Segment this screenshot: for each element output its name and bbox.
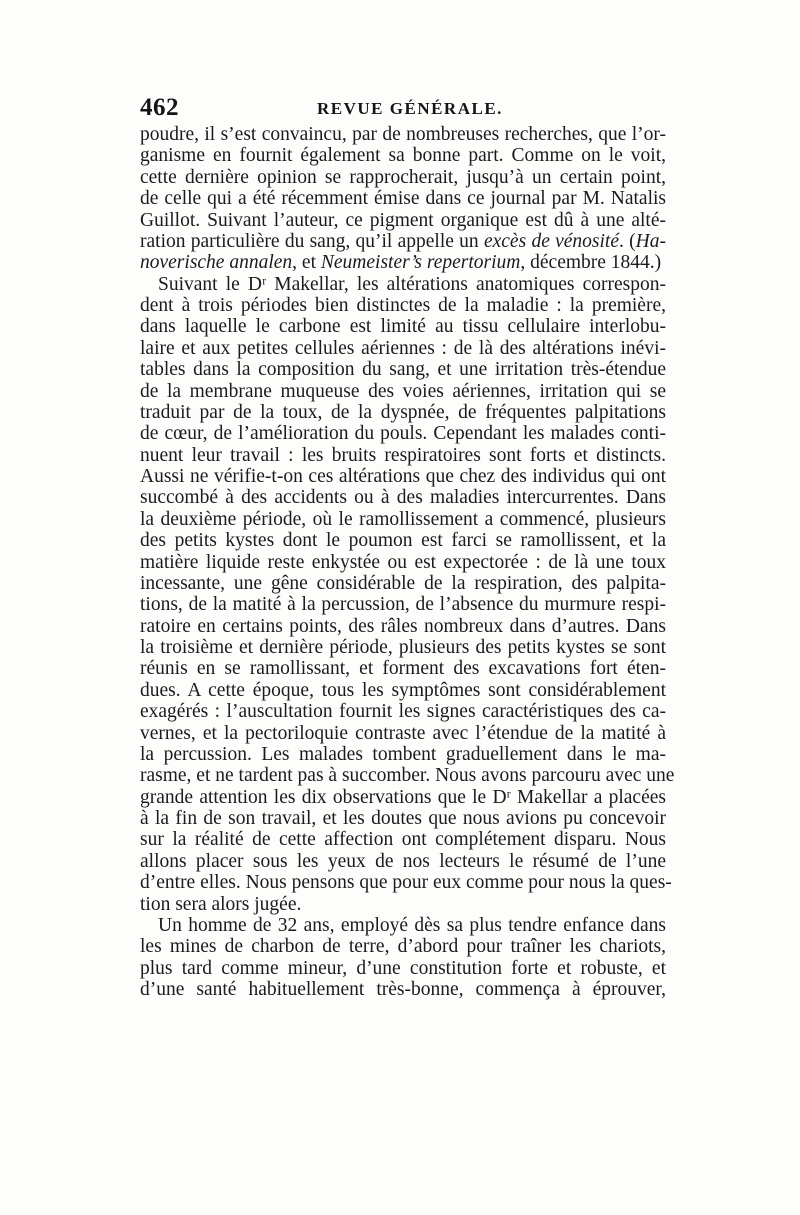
- text-line: tion sera alors jugée.: [140, 893, 302, 915]
- text-line: la deuxième période, où le ramollissement a commencé, plusieurs: [140, 508, 666, 530]
- text-line: matière liquide reste enkystée ou est expectorée : de là une toux: [140, 551, 666, 573]
- text-line: incessante, une gêne considérable de la respiration, des palpita-: [140, 572, 666, 594]
- text-line: la percussion. Les malades tombent graduellement dans le ma-: [140, 743, 666, 765]
- text-line: d’une santé habituellement très-bonne, commença à éprouver,: [140, 979, 666, 1000]
- text-line: poudre, il s’est convaincu, par de nombreuses recherches, que l’or-: [140, 124, 666, 145]
- text-line: allons placer sous les yeux de nos lecteurs le résumé de l’une: [140, 850, 666, 872]
- text-line: traduit par de la toux, de la dyspnée, de fréquentes palpitations: [140, 401, 666, 423]
- text-line: ration particulière du sang, qu’il appelle un excès de vénosité. (Ha-: [140, 230, 666, 252]
- page-header: [140, 94, 666, 128]
- text-line: de la membrane muqueuse des voies aériennes, irritation qui se: [140, 380, 666, 402]
- body-text: [140, 124, 675, 1000]
- text-line: dans laquelle le carbone est limité au tissu cellulaire interlobu-: [140, 316, 666, 338]
- italic-phrase: noverische annalen: [140, 252, 293, 274]
- running-head: REVUE GÉNÉRALE.: [317, 99, 503, 118]
- text-line: Guillot. Suivant l’auteur, ce pigment organique est dû à une alté-: [140, 209, 666, 231]
- text-line: ganisme en fournit également sa bonne part. Comme on le voit,: [140, 145, 666, 167]
- text-line: vernes, et la pectoriloquie contraste avec l’étendue de la matité à: [140, 722, 666, 744]
- text-line: les mines de charbon de terre, d’abord pour traîner les chariots,: [140, 936, 666, 958]
- paragraph-start: Suivant le Dʳ Makellar, les altérations anatomiques correspon-: [158, 273, 666, 295]
- text-line: cette dernière opinion se rapprocherait, jusqu’à un certain point,: [140, 166, 666, 188]
- text-line: de cœur, de l’amélioration du pouls. Cependant les malades conti-: [140, 423, 666, 445]
- paragraph-start: Un homme de 32 ans, employé dès sa plus tendre enfance dans: [158, 914, 666, 936]
- text-line: tions, de la matité à la percussion, de l’absence du murmure respi-: [140, 594, 666, 616]
- text-line: la troisième et dernière période, plusieurs des petits kystes se sont: [140, 637, 666, 658]
- text-line: de celle qui a été récemment émise dans ce journal par M. Natalis: [140, 188, 666, 210]
- text-line: laire et aux petites cellules aériennes : de là des altérations inévi-: [140, 337, 666, 359]
- text-line: dent à trois périodes bien distinctes de la maladie : la première,: [140, 295, 666, 316]
- text-line: Aussi ne vérifie-t-on ces altérations que chez des individus qui ont: [140, 466, 666, 487]
- text-line: grande attention les dix observations que le Dʳ Makellar a placées: [140, 786, 666, 808]
- text-line: rasme, et ne tardent pas à succomber. Nous avons parcouru avec une: [140, 765, 675, 787]
- italic-phrase: Ha-: [635, 230, 666, 252]
- text-line: dues. A cette époque, tous les symptômes sont considérablement: [140, 679, 666, 701]
- text-line: nuent leur travail : les bruits respiratoires sont forts et distincts.: [140, 444, 666, 466]
- text-line: sur la réalité de cette affection ont complétement disparu. Nous: [140, 829, 666, 851]
- text-line: succombé à des accidents ou à des maladies intercurrentes. Dans: [140, 487, 666, 509]
- page-number: 462: [140, 94, 179, 121]
- text-line: plus tard comme mineur, d’une constitution forte et robuste, et: [140, 957, 666, 979]
- italic-phrase: Neumeister’s repertorium: [320, 252, 521, 274]
- text-line: noverische annalen, et Neumeister’s repertorium, décembre 1844.): [140, 252, 662, 274]
- italic-phrase: excès de vénosité: [483, 230, 620, 252]
- text-line: d’entre elles. Nous pensons que pour eux comme pour nous la ques-: [140, 872, 672, 894]
- text-line: tables dans la composition du sang, et une irritation très-étendue: [140, 359, 666, 381]
- text-line: réunis en se ramollissant, et forment des excavations fort éten-: [140, 658, 666, 680]
- text-line: ratoire en certains points, des râles nombreux dans d’autres. Dans: [140, 615, 666, 637]
- text-line: exagérés : l’auscultation fournit les signes caractéristiques des ca-: [140, 701, 666, 723]
- text-line: à la fin de son travail, et les doutes que nous avions pu concevoir: [140, 808, 666, 829]
- text-line: des petits kystes dont le poumon est farci se ramollissent, et la: [140, 530, 666, 552]
